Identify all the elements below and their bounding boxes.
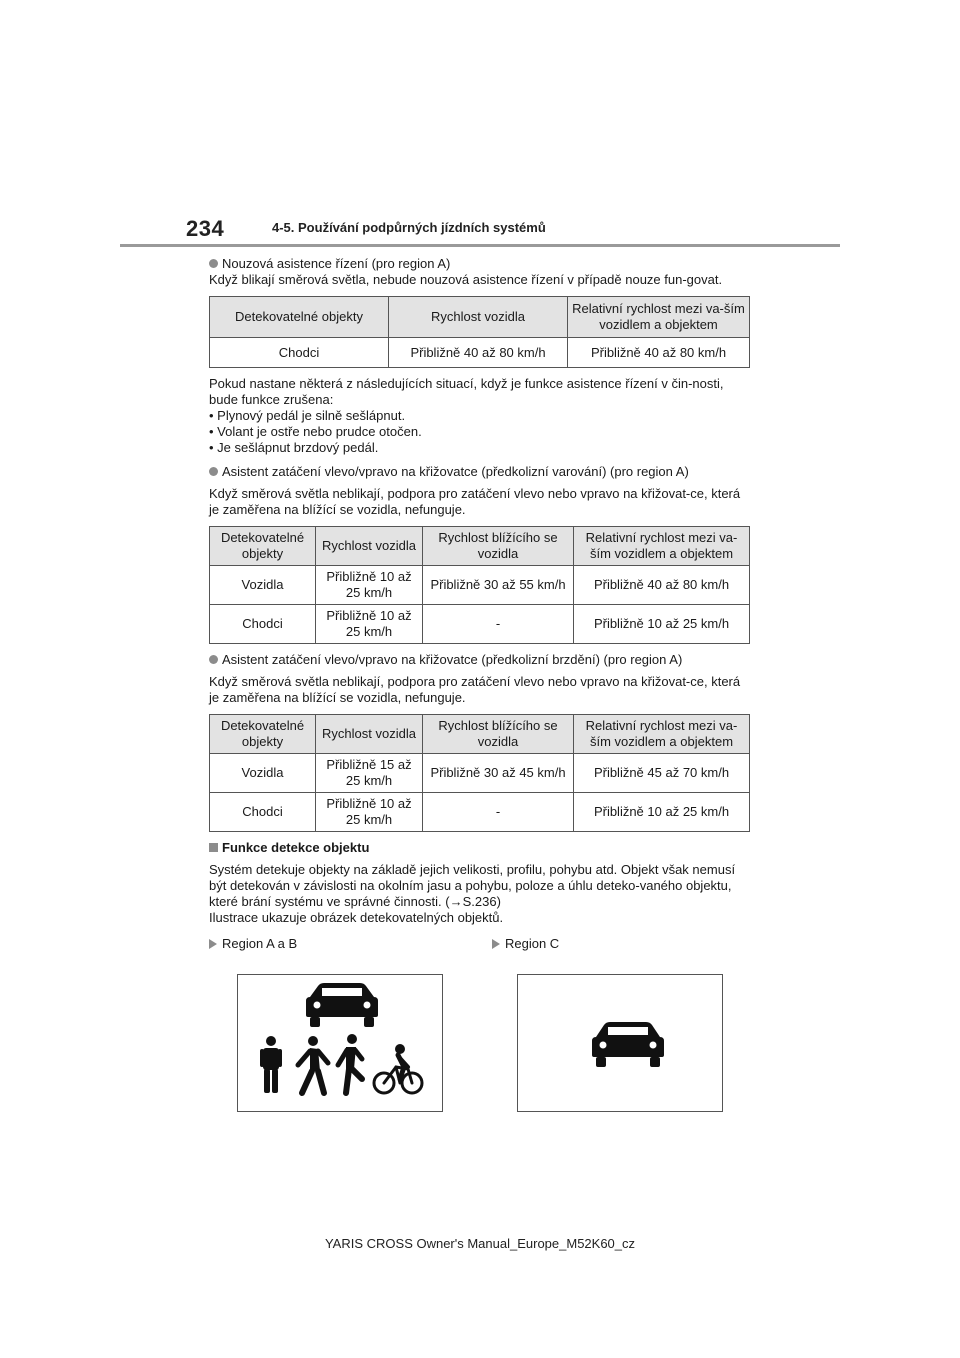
detectable-objects-ab [238,975,442,1111]
pedestrian-standing-icon [260,1036,282,1093]
table-cell: Přibližně 40 až 80 km/h [574,566,750,605]
table-cell: Přibližně 40 až 80 km/h [389,338,568,368]
table-cell: Přibližně 10 až 25 km/h [316,605,423,644]
page-footer: YARIS CROSS Owner's Manual_Europe_M52K60_cz [324,1236,636,1251]
table-cell: Přibližně 30 až 55 km/h [423,566,574,605]
table-row [210,605,750,644]
car-icon [592,1022,664,1067]
page-content [209,256,750,956]
table-cell: - [423,793,574,832]
region-c-label: Region C [492,936,559,952]
section1-table [209,296,750,368]
table-header-cell: Detekovatelné objekty [210,297,389,338]
region-labels [209,936,750,956]
table-row [210,754,750,793]
table-row [210,566,750,605]
section2-intro: Když směrová světla neblikají, podpora pro zatáčení vlevo nebo vpravo na křižovat-ce, která je zaměřena na blížící se vozidla, nefunguje. [209,486,741,517]
region-ab-label: Region A a B [209,936,297,952]
list-item: • Je sešlápnut brzdový pedál. [209,440,379,455]
section-title: 4-5. Používání podpůrných jízdních systémů [272,220,546,235]
list-item: • Plynový pedál je silně sešlápnut. [209,408,406,423]
pedestrian-running-icon [338,1034,362,1093]
section1-intro: Když blikají směrová světla, nebude nouzová asistence řízení v případě nouze fun-govat. [209,272,723,287]
table-row [210,338,750,368]
section2-heading: Asistent zatáčení vlevo/vpravo na křižovatce (předkolizní varování) (pro region A) [209,464,750,480]
table-cell: Přibližně 40 až 80 km/h [568,338,750,368]
table-header-cell: Rychlost vozidla [316,715,423,754]
header-rule [120,244,840,247]
table-cell: Přibližně 10 až 25 km/h [574,605,750,644]
bullet-dot-icon [209,467,218,476]
cancel-intro: Pokud nastane některá z následujících situací, když je funkce asistence řízení v čin-nosti, bude funkce zrušena: [209,376,724,407]
table-header-row [210,715,750,754]
section4-body: Systém detekuje objekty na základě jejich velikosti, profilu, pohybu atd. Objekt však nemusí být detekován v závislosti na okolním jasu a pohybu, poloze a úhlu deteko-vaného objektu, které brání systému ve správné činnosti. (→S.236) [209,862,736,909]
table-header-cell: Relativní rychlost mezi va-ším vozidlem a objektem [574,715,750,754]
page-number: 234 [186,216,225,241]
table-cell: Přibližně 10 až 25 km/h [316,793,423,832]
bullet-dot-icon [209,655,218,664]
table-cell: Chodci [210,605,316,644]
table-cell: Chodci [210,338,389,368]
table-cell: Přibližně 15 až 25 km/h [316,754,423,793]
section1-heading: Nouzová asistence řízení (pro region A) [209,256,750,272]
illustration-region-c [517,974,723,1112]
bullet-dot-icon [209,259,218,268]
pedestrian-walking-icon [298,1036,328,1093]
table-cell: Přibližně 45 až 70 km/h [574,754,750,793]
table-header-cell: Relativní rychlost mezi va-ším vozidlem a objektem [574,527,750,566]
page-header [120,212,840,246]
table-row [210,793,750,832]
table-cell: Přibližně 10 až 25 km/h [316,566,423,605]
table-header-cell: Relativní rychlost mezi va-ším vozidlem a objektem [568,297,750,338]
arrow-right-icon [492,939,500,949]
table-header-cell: Detekovatelné objekty [210,527,316,566]
table-header-row [210,297,750,338]
section3-heading: Asistent zatáčení vlevo/vpravo na křižovatce (předkolizní brzdění) (pro region A) [209,652,750,668]
arrow-right-icon [209,939,217,949]
table-header-row [210,527,750,566]
section4-body2: Ilustrace ukazuje obrázek detekovatelných objektů. [209,910,504,925]
table-cell: Vozidla [210,566,316,605]
table-cell: Chodci [210,793,316,832]
bullet-square-icon [209,843,218,852]
section2-table [209,526,750,644]
table-header-cell: Rychlost vozidla [389,297,568,338]
section3-intro: Když směrová světla neblikají, podpora pro zatáčení vlevo nebo vpravo na křižovat-ce, která je zaměřena na blížící se vozidla, nefunguje. [209,674,741,705]
list-item: • Volant je ostře nebo prudce otočen. [209,424,422,439]
section3-table [209,714,750,832]
table-header-cell: Rychlost blížícího se vozidla [423,527,574,566]
detectable-objects-c [518,975,722,1111]
table-cell: Přibližně 30 až 45 km/h [423,754,574,793]
table-cell: Přibližně 10 až 25 km/h [574,793,750,832]
illustration-region-ab [237,974,443,1112]
cyclist-icon [374,1044,422,1093]
table-cell: Vozidla [210,754,316,793]
table-header-cell: Rychlost blížícího se vozidla [423,715,574,754]
section4-heading: Funkce detekce objektu [209,840,750,856]
table-header-cell: Rychlost vozidla [316,527,423,566]
table-cell: - [423,605,574,644]
table-header-cell: Detekovatelné objekty [210,715,316,754]
car-icon [306,983,378,1027]
